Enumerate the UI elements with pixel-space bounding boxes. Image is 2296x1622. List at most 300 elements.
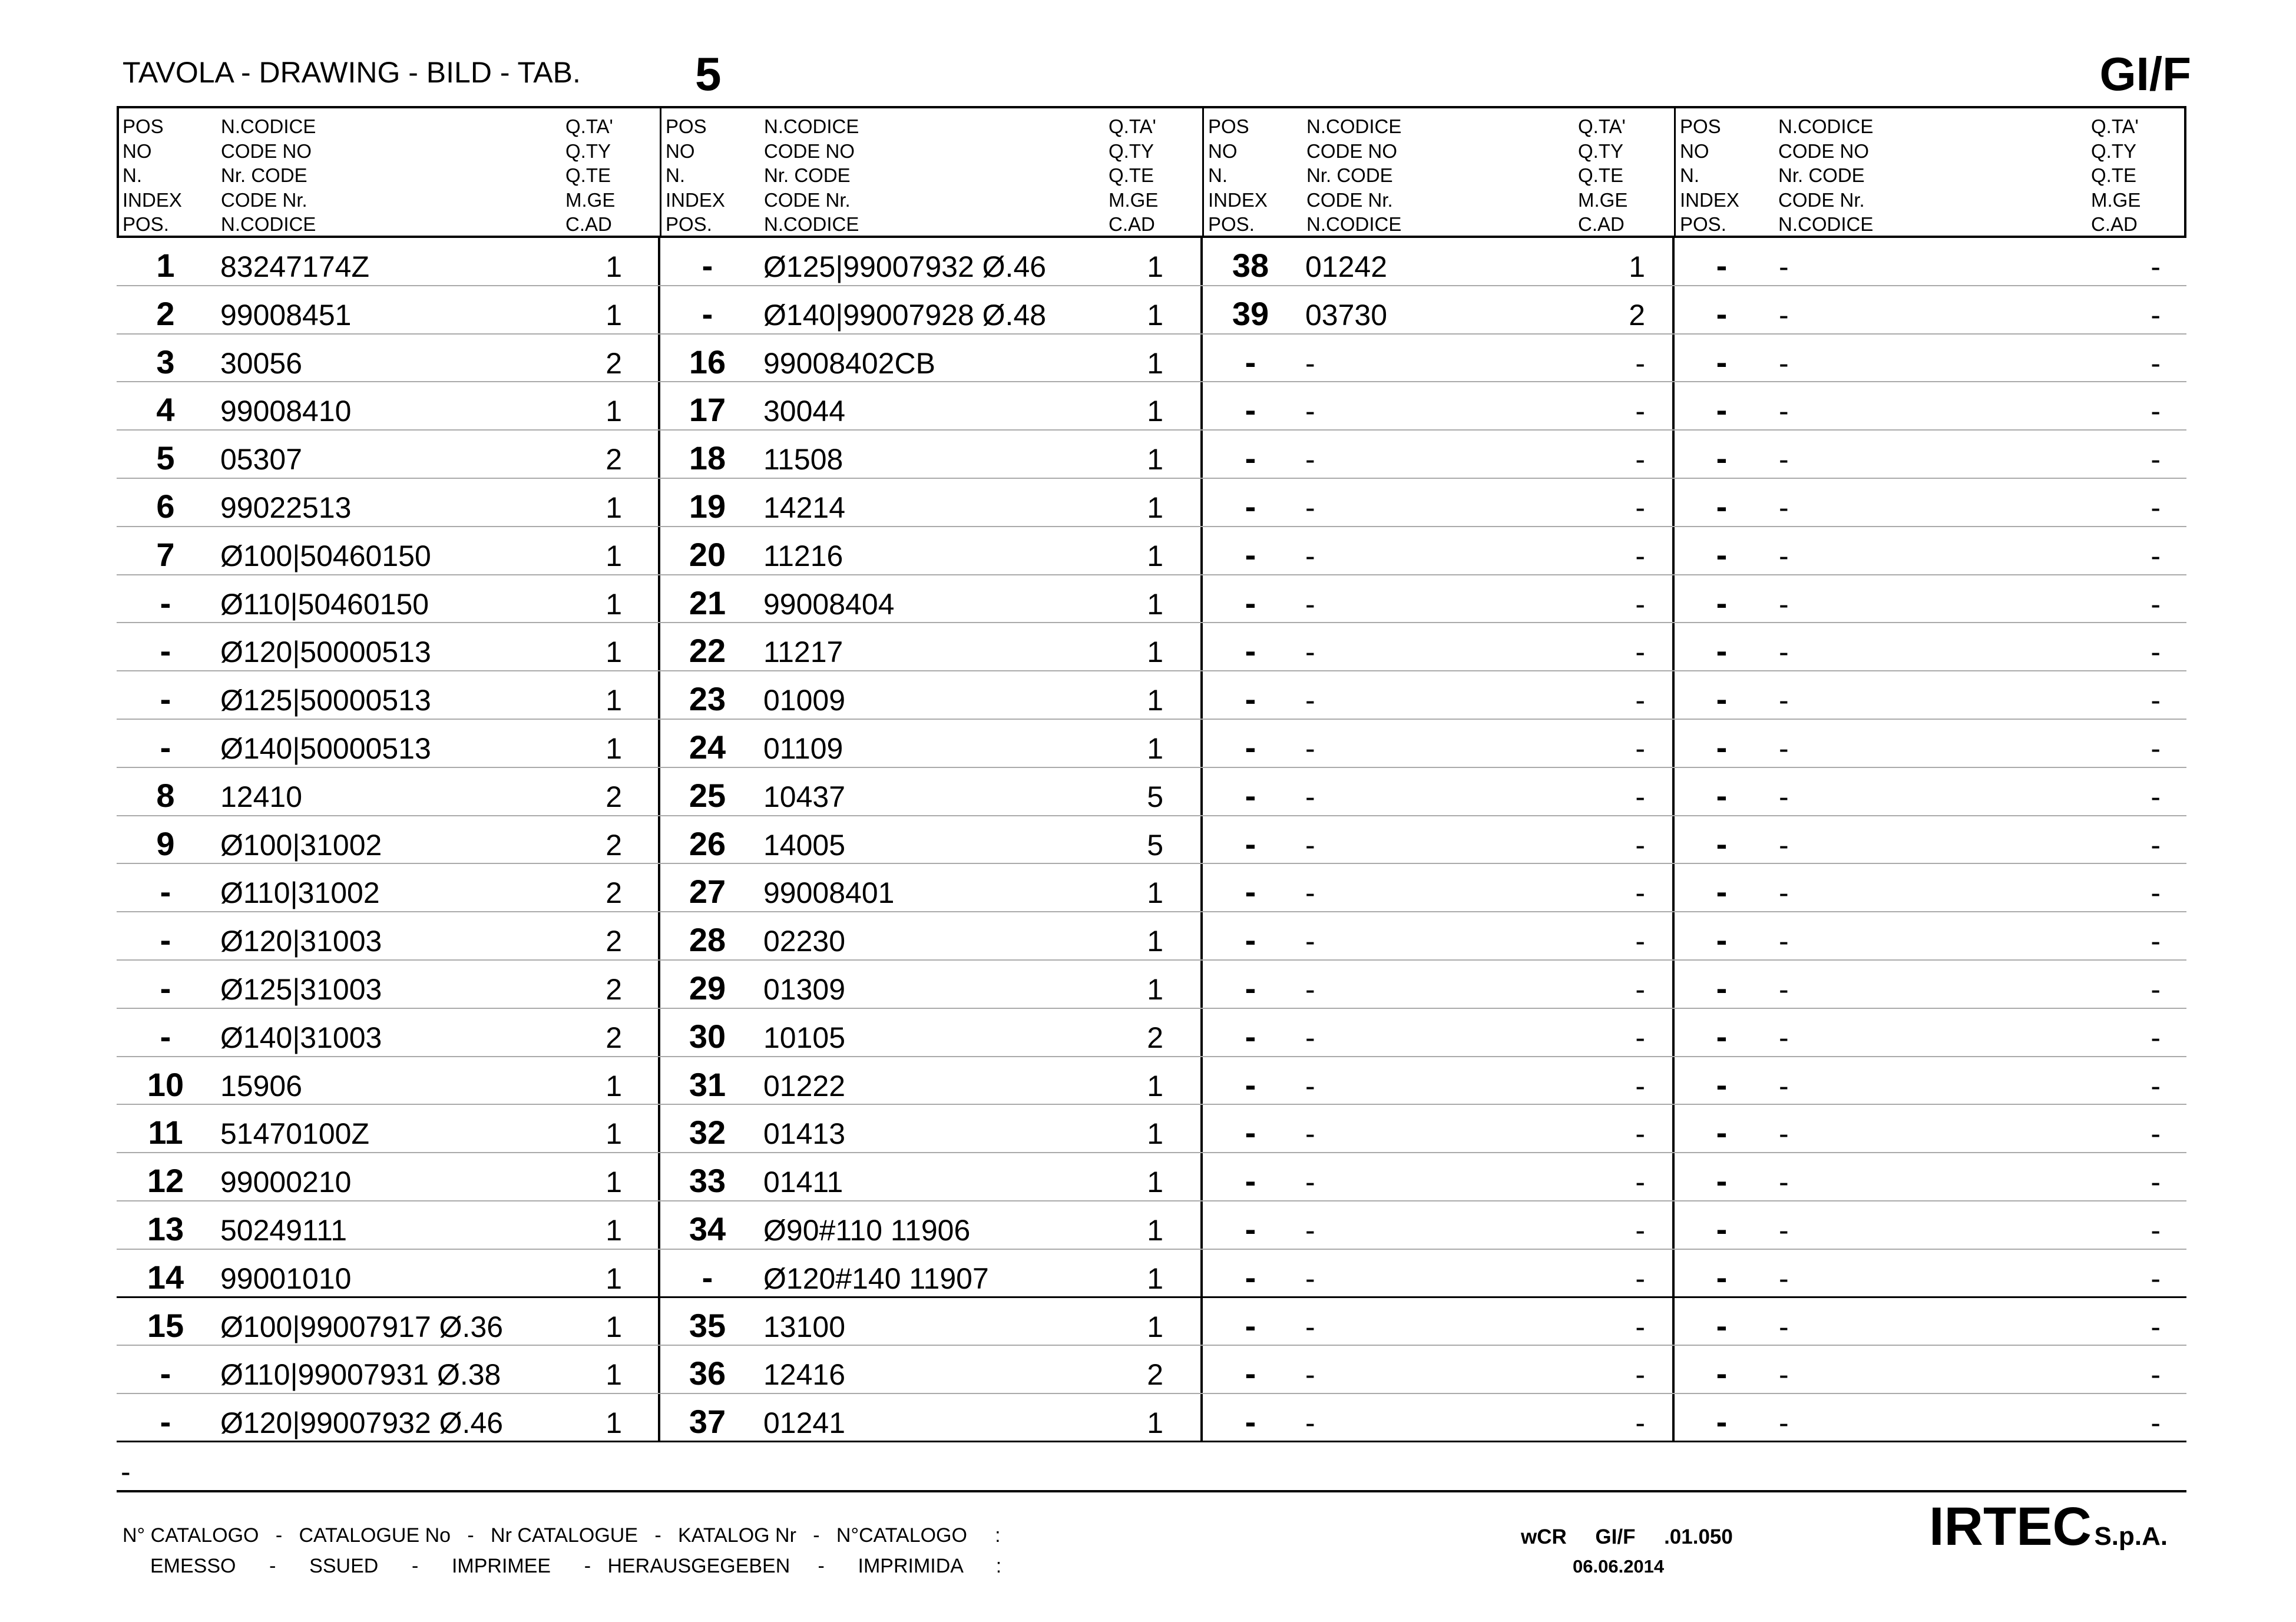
position-number: -	[1245, 1065, 1256, 1103]
part-code: -	[1779, 876, 1789, 910]
position-number: 20	[689, 535, 726, 573]
quantity: -	[2151, 1021, 2161, 1054]
part-code: -	[1305, 539, 1315, 572]
header-pos-line: POS.	[1680, 213, 1726, 235]
header-code-line: CODE NO	[1778, 140, 1870, 162]
header-qty-line: Q.TA'	[565, 115, 613, 137]
position-number: -	[1245, 535, 1256, 573]
position-number: -	[160, 921, 171, 959]
position-number: 7	[156, 535, 175, 573]
part-code: -	[1305, 876, 1315, 910]
part-code: Ø120|50000513	[220, 635, 431, 669]
part-code: 30056	[220, 346, 303, 380]
position-number: -	[1245, 729, 1256, 766]
header-code-line: CODE NO	[764, 140, 855, 162]
header-qty-line: Q.TY	[2091, 140, 2137, 162]
position-number: 25	[689, 776, 726, 814]
quantity: -	[1635, 1358, 1645, 1392]
position-number: -	[160, 1403, 171, 1441]
part-code: -	[1779, 732, 1789, 765]
header-code-label	[1306, 114, 1401, 237]
table-row	[117, 1153, 2186, 1201]
part-code: -	[1779, 1310, 1789, 1343]
part-code: -	[1779, 346, 1789, 380]
table-row	[117, 431, 2186, 479]
part-code: -	[1305, 1117, 1315, 1151]
quantity: 1	[606, 539, 622, 572]
quantity: -	[2151, 1262, 2161, 1295]
quantity: 1	[1147, 395, 1163, 428]
quantity: -	[1635, 684, 1645, 717]
part-code: 15906	[220, 1069, 303, 1103]
position-number: -	[1716, 1210, 1728, 1247]
issued-label: EMESSO - SSUED - IMPRIMEE - HERAUSGEGEBEN - IMPRIMIDA :	[150, 1555, 1002, 1577]
position-number: -	[1245, 873, 1256, 911]
position-number: -	[160, 680, 171, 718]
position-number: 16	[689, 343, 726, 380]
quantity: -	[1635, 635, 1645, 669]
header-code-line: Nr. CODE	[1306, 164, 1393, 186]
part-code: -	[1305, 1310, 1315, 1343]
part-code: Ø120|31003	[220, 925, 382, 958]
quantity: 2	[606, 443, 622, 476]
position-number: -	[1716, 247, 1728, 284]
part-code: 14214	[763, 491, 846, 524]
position-number: -	[1245, 391, 1256, 429]
header-pos-line: POS.	[666, 213, 712, 235]
part-code: 01309	[763, 973, 846, 1006]
quantity: 2	[1629, 298, 1645, 332]
quantity: 1	[1147, 539, 1163, 572]
header-pos-label	[1680, 114, 1739, 237]
part-code: 12410	[220, 780, 303, 813]
quantity: -	[2151, 1166, 2161, 1199]
position-number: 22	[689, 632, 726, 670]
part-code: -	[1305, 684, 1315, 717]
quantity: -	[1635, 1262, 1645, 1295]
header-pos-line: INDEX	[123, 188, 182, 211]
quantity: 1	[606, 1406, 622, 1440]
quantity: 1	[606, 1166, 622, 1199]
quantity: 2	[606, 973, 622, 1006]
quantity: -	[2151, 1069, 2161, 1103]
position-number: -	[1716, 680, 1728, 718]
table-row	[117, 720, 2186, 768]
part-code: 13100	[763, 1310, 846, 1343]
part-code: -	[1305, 780, 1315, 813]
quantity: 1	[1147, 1214, 1163, 1247]
position-number: 37	[689, 1403, 726, 1441]
part-code: -	[1305, 587, 1315, 621]
position-number: -	[1716, 921, 1728, 959]
position-number: -	[1245, 776, 1256, 814]
quantity: -	[2151, 587, 2161, 621]
quantity: -	[2151, 973, 2161, 1006]
part-code: -	[1779, 1166, 1789, 1199]
position-number: 11	[148, 1114, 183, 1151]
quantity: 1	[606, 1069, 622, 1103]
header-column-separator	[1674, 108, 1676, 236]
header-qty-line: M.GE	[1109, 188, 1159, 211]
quantity: 1	[606, 491, 622, 524]
position-number: -	[1716, 294, 1728, 332]
part-code: -	[1305, 925, 1315, 958]
header-qty-line: Q.TY	[565, 140, 611, 162]
quantity: 1	[606, 635, 622, 669]
position-number: -	[1245, 488, 1256, 525]
part-code: -	[1305, 1021, 1315, 1054]
part-code: 01242	[1305, 250, 1388, 283]
header-qty-line: Q.TY	[1578, 140, 1624, 162]
position-number: -	[1716, 1355, 1728, 1392]
quantity: 1	[1147, 1117, 1163, 1151]
position-number: -	[1716, 1017, 1728, 1055]
position-number: 9	[156, 825, 175, 862]
quantity: 1	[1147, 1069, 1163, 1103]
quantity: -	[1635, 1310, 1645, 1343]
header-pos-line: N.	[123, 164, 142, 186]
part-code: -	[1305, 635, 1315, 669]
quantity: -	[2151, 1310, 2161, 1343]
quantity: -	[2151, 925, 2161, 958]
part-code: -	[1305, 1406, 1315, 1440]
part-code: 99008402CB	[763, 346, 935, 380]
position-number: -	[1716, 825, 1728, 862]
part-code: -	[1779, 828, 1789, 862]
position-number: -	[1716, 584, 1728, 621]
table-row	[117, 1105, 2186, 1153]
quantity: 1	[606, 298, 622, 332]
header-pos-line: POS.	[123, 213, 169, 235]
quantity: 1	[1147, 1310, 1163, 1343]
position-number: 10	[147, 1065, 184, 1103]
quantity: 1	[606, 1262, 622, 1295]
position-number: -	[1716, 343, 1728, 380]
position-number: 30	[689, 1017, 726, 1055]
header-pos-line: INDEX	[1208, 188, 1268, 211]
part-code: 30044	[763, 395, 846, 428]
header-code-line: CODE Nr.	[221, 188, 307, 211]
part-code: Ø100|99007917 Ø.36	[220, 1310, 504, 1343]
position-number: -	[1245, 584, 1256, 621]
table-row	[117, 382, 2186, 431]
position-number: 2	[156, 294, 175, 332]
position-number: -	[1245, 1306, 1256, 1344]
header-code-line: N.CODICE	[1306, 213, 1402, 235]
header-code-label	[1778, 114, 1873, 237]
part-code: -	[1779, 925, 1789, 958]
table-row	[117, 961, 2186, 1009]
catalogue-label: N° CATALOGO - CATALOGUE No - Nr CATALOGUE - KATALOG Nr - N°CATALOGO :	[123, 1524, 1001, 1547]
quantity: -	[2151, 1358, 2161, 1392]
position-number: -	[1245, 1114, 1256, 1151]
quantity: -	[1635, 539, 1645, 572]
header-code-line: CODE Nr.	[1306, 188, 1393, 211]
note: -	[121, 1455, 131, 1488]
row-divider	[117, 1441, 2186, 1442]
header-pos-label	[666, 114, 725, 237]
quantity: -	[2151, 780, 2161, 813]
part-code: -	[1779, 684, 1789, 717]
quantity: 1	[1147, 1166, 1163, 1199]
position-number: 15	[147, 1306, 184, 1344]
table-row	[117, 575, 2186, 624]
quantity: 2	[606, 780, 622, 813]
quantity: -	[2151, 491, 2161, 524]
header-qty-line: Q.TE	[2091, 164, 2137, 186]
quantity: 1	[606, 684, 622, 717]
header-code-line: CODE Nr.	[764, 188, 851, 211]
position-number: -	[1716, 1065, 1728, 1103]
quantity: 1	[606, 732, 622, 765]
header-qty-line: M.GE	[2091, 188, 2141, 211]
table-row	[117, 1298, 2186, 1346]
quantity: -	[2151, 1406, 2161, 1440]
quantity: -	[1635, 346, 1645, 380]
header-code-line: N.CODICE	[1306, 115, 1402, 137]
part-code: 99022513	[220, 491, 352, 524]
table-row	[117, 238, 2186, 286]
header-qty-line: Q.TY	[1109, 140, 1154, 162]
table-row	[117, 286, 2186, 335]
quantity: -	[2151, 395, 2161, 428]
part-code: -	[1779, 1358, 1789, 1392]
header-pos-line: POS.	[1208, 213, 1255, 235]
table-row	[117, 768, 2186, 816]
quantity: -	[1635, 732, 1645, 765]
part-code: -	[1779, 635, 1789, 669]
position-number: -	[1245, 969, 1256, 1007]
quantity: -	[1635, 973, 1645, 1006]
header-code-label	[221, 114, 316, 237]
position-number: -	[160, 584, 171, 621]
position-number: -	[702, 1258, 713, 1296]
position-number: -	[1716, 729, 1728, 766]
quantity: -	[2151, 684, 2161, 717]
part-code: 10437	[763, 780, 846, 813]
quantity: -	[1635, 1166, 1645, 1199]
position-number: -	[160, 969, 171, 1007]
header-pos-label	[123, 114, 182, 237]
position-number: -	[1245, 1258, 1256, 1296]
issue-date: 06.06.2014	[1573, 1556, 1665, 1577]
part-code: -	[1305, 1166, 1315, 1199]
part-code: -	[1779, 780, 1789, 813]
quantity: 1	[1147, 635, 1163, 669]
drawing-title: TAVOLA - DRAWING - BILD - TAB.	[123, 56, 581, 89]
part-code: Ø110|31002	[220, 876, 380, 910]
company-name: IRTEC	[1929, 1497, 2092, 1557]
quantity: -	[1635, 925, 1645, 958]
part-code: 99008410	[220, 395, 352, 428]
part-code: -	[1305, 1214, 1315, 1247]
position-number: 12	[147, 1162, 184, 1200]
quantity: -	[2151, 635, 2161, 669]
position-number: 8	[156, 776, 175, 814]
table-header	[117, 106, 2186, 238]
header-qty-label	[565, 114, 615, 237]
quantity: -	[1635, 1069, 1645, 1103]
part-code: Ø140|99007928 Ø.48	[763, 298, 1047, 332]
table-row	[117, 527, 2186, 575]
table-row	[117, 335, 2186, 383]
quantity: 1	[606, 395, 622, 428]
position-number: 32	[689, 1114, 726, 1151]
part-code: -	[1305, 973, 1315, 1006]
position-number: -	[1245, 680, 1256, 718]
header-pos-line: N.	[666, 164, 685, 186]
header-qty-label	[2091, 114, 2140, 237]
part-code: -	[1779, 587, 1789, 621]
table-row	[117, 1250, 2186, 1298]
quantity: 1	[1147, 684, 1163, 717]
part-code: 01009	[763, 684, 846, 717]
quantity: 1	[606, 1310, 622, 1343]
header-code-line: Nr. CODE	[1778, 164, 1865, 186]
quantity: 2	[606, 1021, 622, 1054]
table-row	[117, 1201, 2186, 1250]
company-suffix: S.p.A.	[2094, 1522, 2168, 1551]
header-qty-line: Q.TE	[565, 164, 611, 186]
position-number: -	[1716, 969, 1728, 1007]
quantity: 1	[1147, 732, 1163, 765]
position-number: 26	[689, 825, 726, 862]
part-code: -	[1779, 973, 1789, 1006]
position-number: 33	[689, 1162, 726, 1200]
position-number: 36	[689, 1355, 726, 1392]
header-code-line: Nr. CODE	[221, 164, 307, 186]
table-row	[117, 623, 2186, 671]
quantity: 2	[606, 876, 622, 910]
header-qty-line: Q.TE	[1109, 164, 1154, 186]
quantity: -	[2151, 732, 2161, 765]
position-number: -	[1245, 1017, 1256, 1055]
quantity: -	[2151, 1117, 2161, 1151]
position-number: 17	[689, 391, 726, 429]
position-number: 14	[147, 1258, 184, 1296]
position-number: 27	[689, 873, 726, 911]
position-number: -	[1245, 1355, 1256, 1392]
table-row	[117, 1057, 2186, 1105]
quantity: 1	[1147, 876, 1163, 910]
part-code: Ø110|50460150	[220, 587, 429, 621]
part-code: -	[1779, 1406, 1789, 1440]
quantity: 1	[1147, 925, 1163, 958]
position-number: -	[1245, 1210, 1256, 1247]
position-number: -	[160, 1355, 171, 1392]
part-code: 03730	[1305, 298, 1388, 332]
quantity: 1	[1147, 250, 1163, 283]
position-number: 4	[156, 391, 175, 429]
part-code: 10105	[763, 1021, 846, 1054]
quantity: 1	[606, 1214, 622, 1247]
position-number: -	[1716, 1162, 1728, 1200]
header-qty-line: C.AD	[565, 213, 612, 235]
table-number: 5	[695, 48, 722, 100]
header-code-line: N.CODICE	[1778, 213, 1874, 235]
table-row	[117, 1394, 2186, 1442]
position-number: -	[1245, 1403, 1256, 1441]
header-pos-line: N.	[1680, 164, 1699, 186]
quantity: 1	[1147, 443, 1163, 476]
header-pos-line: INDEX	[1680, 188, 1739, 211]
position-number: -	[160, 873, 171, 911]
header-pos-label	[1208, 114, 1268, 237]
part-code: 50249111	[220, 1214, 348, 1247]
header-code-line: N.CODICE	[764, 115, 859, 137]
quantity: 1	[1147, 298, 1163, 332]
header-column-separator	[1202, 108, 1204, 236]
quantity: -	[1635, 395, 1645, 428]
footer-divider	[117, 1490, 2186, 1492]
position-number: -	[1716, 488, 1728, 525]
position-number: 29	[689, 969, 726, 1007]
part-code: 99008451	[220, 298, 352, 332]
position-number: -	[1716, 873, 1728, 911]
part-code: Ø110|99007931 Ø.38	[220, 1358, 501, 1392]
table-row	[117, 1346, 2186, 1394]
quantity: -	[2151, 298, 2161, 332]
position-number: -	[1716, 1114, 1728, 1151]
part-code: 01109	[763, 732, 843, 765]
position-number: 31	[689, 1065, 726, 1103]
table-body	[117, 238, 2186, 1442]
position-number: -	[1245, 632, 1256, 670]
part-code: 99000210	[220, 1166, 352, 1199]
part-code: Ø125|99007932 Ø.46	[763, 250, 1047, 283]
quantity: 2	[606, 925, 622, 958]
part-code: -	[1305, 1069, 1315, 1103]
position-number: 24	[689, 729, 726, 766]
part-code: 01411	[763, 1166, 843, 1199]
position-number: -	[1716, 439, 1728, 477]
quantity: -	[1635, 491, 1645, 524]
position-number: 28	[689, 921, 726, 959]
position-number: -	[1716, 391, 1728, 429]
header-qty-line: C.AD	[1109, 213, 1155, 235]
part-code: -	[1305, 1262, 1315, 1295]
quantity: 1	[606, 587, 622, 621]
quantity: -	[2151, 1214, 2161, 1247]
part-code: -	[1305, 1358, 1315, 1392]
header-qty-line: C.AD	[1578, 213, 1625, 235]
position-number: 19	[689, 488, 726, 525]
quantity: 5	[1147, 828, 1163, 862]
table-row	[117, 816, 2186, 865]
header-code-line: N.CODICE	[221, 115, 316, 137]
header-qty-line: Q.TE	[1578, 164, 1624, 186]
position-number: 18	[689, 439, 726, 477]
quantity: 2	[606, 828, 622, 862]
table-row	[117, 864, 2186, 912]
quantity: -	[1635, 1214, 1645, 1247]
part-code: -	[1779, 1262, 1789, 1295]
quantity: -	[1635, 1021, 1645, 1054]
quantity: 1	[1147, 346, 1163, 380]
part-code: Ø125|31003	[220, 973, 382, 1006]
position-number: -	[1245, 343, 1256, 380]
header-pos-line: N.	[1208, 164, 1228, 186]
position-number: 1	[156, 247, 175, 284]
part-code: 11508	[763, 443, 843, 476]
quantity: -	[2151, 876, 2161, 910]
quantity: -	[1635, 1117, 1645, 1151]
header-pos-line: NO	[123, 140, 152, 162]
quantity: 2	[1147, 1358, 1163, 1392]
table-row	[117, 912, 2186, 961]
company-logo	[1929, 1496, 2168, 1558]
part-code: 99008401	[763, 876, 895, 910]
